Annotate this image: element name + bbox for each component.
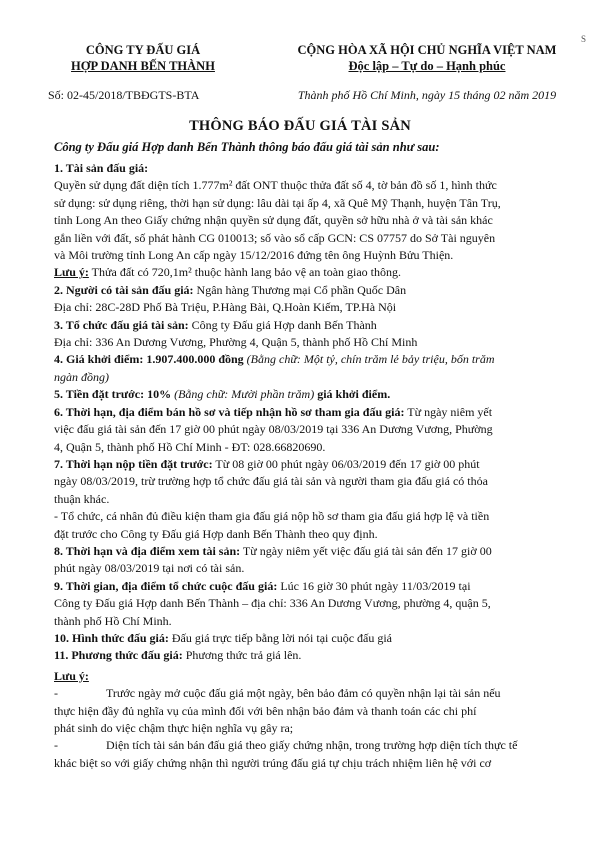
note-item	[54, 685, 566, 702]
note-line: Trước ngày mở cuộc đấu giá một ngày, bên bảo đảm có quyền nhận lại tài sản nếu	[106, 686, 501, 701]
section-5-heading: 5. Tiền đặt trước: 10%	[54, 387, 172, 402]
section-2-value: Ngân hàng Thương mại Cổ phần Quốc Dân	[193, 282, 407, 297]
note-line: khác biệt so với giấy chứng nhận thì người trúng đấu giá tự chịu trách nhiệm liên hệ với cơ	[54, 755, 492, 770]
section-7-line: đặt trước cho Công ty Đấu giá Hợp danh Bến Thành theo quy định.	[54, 526, 378, 541]
section-4	[54, 351, 566, 368]
section-1-line: gắn liền với đất, số phát hành CG 010013; số vào sổ cấp GCN: CS 07757 do Sở Tài nguyên	[54, 230, 496, 245]
document-body	[54, 160, 566, 772]
section-7-heading: 7. Thời hạn nộp tiền đặt trước:	[54, 456, 213, 471]
section-4-words-cont: ngàn đồng)	[54, 369, 109, 384]
section-3-address: Địa chỉ: 336 An Dương Vương, Phường 4, Quận 5, thành phố Hồ Chí Minh	[54, 335, 418, 350]
section-1-heading: 1. Tài sản đấu giá:	[54, 161, 149, 175]
section-5-words: (Bằng chữ: Mười phần trăm)	[171, 387, 315, 402]
section-10-heading: 10. Hình thức đấu giá:	[54, 630, 169, 645]
section-9-line: thành phố Hồ Chí Minh.	[54, 613, 172, 628]
section-4-words: (Bằng chữ: Một tỷ, chín trăm lẻ bảy triệu, bốn trăm	[243, 352, 495, 367]
section-6-heading: 6. Thời hạn, địa điểm bán hồ sơ và tiếp nhận hồ sơ tham gia đấu giá:	[54, 404, 405, 419]
section-3	[54, 317, 566, 334]
section-6-line: Từ ngày niêm yết	[404, 404, 493, 419]
section-7-line: thuận khác.	[54, 491, 110, 506]
section-9-heading: 9. Thời gian, địa điểm tổ chức cuộc đấu giá:	[54, 578, 278, 593]
document-title: THÔNG BÁO ĐẤU GIÁ TÀI SẢN	[189, 118, 411, 134]
section-2-address: Địa chỉ: 28C-28D Phố Bà Triệu, P.Hàng Bài, Q.Hoàn Kiếm, TP.Hà Nội	[54, 300, 397, 315]
section-7-line: - Tổ chức, cá nhân đủ điều kiện tham gia đấu giá nộp hồ sơ tham gia đấu giá hợp lệ và tiền	[54, 509, 490, 524]
section-6-line: việc đấu giá tài sản đến 17 giờ 00 phút ngày 08/03/2019 tại 336 An Dương Vương, Phường	[54, 422, 493, 437]
section-8-heading: 8. Thời hạn và địa điểm xem tài sản:	[54, 543, 241, 558]
section-4-heading: 4. Giá khởi điểm: 1.907.400.000 đồng	[54, 352, 244, 367]
section-1-line: và Môi trường tỉnh Long An cấp ngày 15/12/2016 đứng tên ông Huỳnh Bửu Thiện.	[54, 248, 454, 263]
section-8-line: Từ ngày niêm yết việc đấu giá tài sản đến 17 giờ 00	[240, 543, 492, 558]
section-7-line: Từ 08 giờ 00 phút ngày 06/03/2019 đến 17 giờ 00 phút	[212, 456, 480, 471]
section-9-line: Công ty Đấu giá Hợp danh Bến Thành – địa chỉ: 336 An Dương Vương, phường 4, quận 5,	[54, 596, 491, 611]
section-11-value: Phương thức trả giá lên.	[182, 648, 302, 663]
section-11-heading: 11. Phương thức đấu giá:	[54, 648, 183, 663]
document-date: Thành phố Hồ Chí Minh, ngày 15 tháng 02 năm 2019	[297, 88, 557, 102]
document-header	[48, 42, 568, 112]
issuer-block	[48, 42, 238, 74]
issuer-line-2: HỢP DANH BẾN THÀNH	[71, 59, 215, 73]
section-7	[54, 456, 566, 473]
section-1-line: tỉnh Long An theo Giấy chứng nhận quyền sử dụng đất, quyền sở hữu nhà ở và tài sản khác	[54, 213, 493, 228]
section-10	[54, 630, 566, 647]
section-1-line: sử dụng: sử dụng riêng, thời hạn sử dụng: lâu dài tại ấp 4, xã Quê Mỹ Thạnh, huyện Tân Trụ,	[54, 195, 501, 210]
section-9-line: Lúc 16 giờ 30 phút ngày 11/03/2019 tại	[277, 578, 471, 593]
notes-label: Lưu ý:	[54, 668, 89, 683]
dash-marker: -	[54, 686, 58, 701]
note-line: phát sinh do việc chậm thực hiện nghĩa vụ gây ra;	[54, 721, 294, 735]
section-3-heading: 3. Tổ chức đấu giá tài sản:	[54, 317, 189, 332]
section-1-note	[54, 264, 566, 281]
section-6-line: 4, Quận 5, thành phố Hồ Chí Minh - ĐT: 028.66820690.	[54, 439, 326, 454]
document-intro: Công ty Đấu giá Hợp danh Bến Thành thông báo đấu giá tài sản như sau:	[54, 140, 440, 154]
section-6	[54, 404, 566, 421]
section-8-line: phút ngày 08/03/2019 tại nơi có tài sản.	[54, 561, 245, 576]
section-8	[54, 543, 566, 560]
national-motto: Độc lập – Tự do – Hạnh phúc	[348, 59, 506, 73]
section-7-line: ngày 08/03/2019, trừ trường hợp tổ chức đấu giá tài sản và người tham gia đấu giá có thỏa	[54, 474, 488, 489]
national-motto-block	[262, 42, 592, 74]
section-2	[54, 282, 566, 299]
note-item	[54, 737, 566, 754]
document-number: Số: 02-45/2018/TBĐGTS-BTA	[48, 88, 200, 102]
note-line: Diện tích tài sản bán đấu giá theo giấy chứng nhận, trong trường hợp diện tích thực tế	[106, 738, 518, 753]
notes-block	[54, 668, 566, 772]
note-label: Lưu ý:	[54, 265, 89, 280]
corner-mark: S	[580, 34, 586, 44]
section-3-value: Công ty Đấu giá Hợp danh Bến Thành	[188, 317, 377, 332]
section-5-tail: giá khởi điểm.	[314, 387, 391, 402]
dash-marker: -	[54, 738, 58, 753]
section-5	[54, 386, 566, 403]
section-2-heading: 2. Người có tài sản đấu giá:	[54, 282, 194, 297]
note-text: Thửa đất có 720,1m² thuộc hành lang bảo vệ an toàn giao thông.	[88, 265, 402, 280]
section-11	[54, 647, 566, 664]
section-9	[54, 578, 566, 595]
issuer-line-1: CÔNG TY ĐẤU GIÁ	[85, 43, 201, 57]
note-line: thực hiện đầy đủ nghĩa vụ của mình đối với bên nhận bảo đảm và thanh toán các chi phí	[54, 703, 477, 718]
national-name: CỘNG HÒA XÃ HỘI CHỦ NGHĨA VIỆT NAM	[297, 43, 557, 57]
section-10-value: Đấu giá trực tiếp bằng lời nói tại cuộc đấu giá	[168, 630, 393, 645]
section-1-line: Quyền sử dụng đất diện tích 1.777m² đất ONT thuộc thửa đất số 4, tờ bản đồ số 1, hình thức	[54, 178, 497, 193]
